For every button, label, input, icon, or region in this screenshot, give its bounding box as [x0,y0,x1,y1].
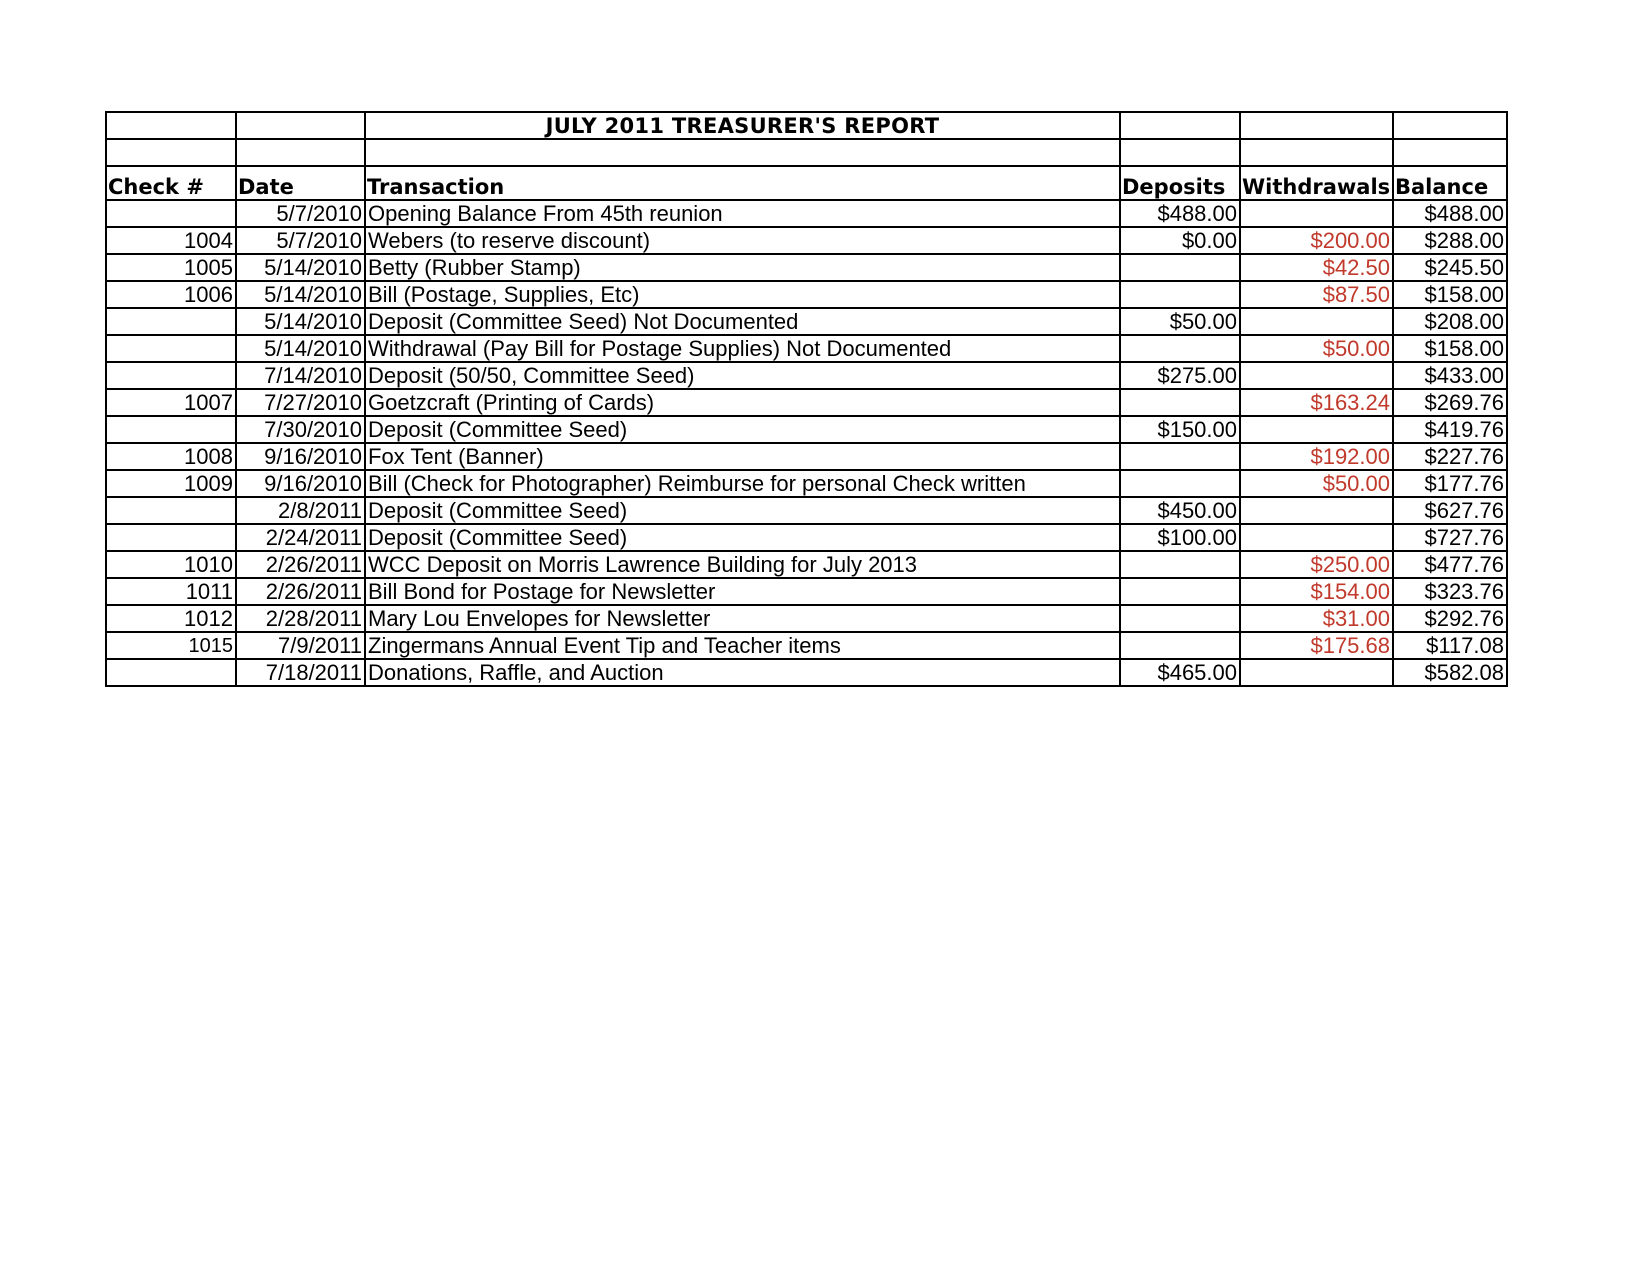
empty-cell [1120,112,1240,139]
balance-cell: $477.76 [1393,551,1507,578]
header-balance: Balance [1393,166,1507,200]
table-row [106,578,1507,605]
transaction-cell: Bill Bond for Postage for Newsletter [365,578,1120,605]
balance-cell: $488.00 [1393,200,1507,227]
empty-cell [106,139,236,166]
deposit-cell: $488.00 [1120,200,1240,227]
deposit-cell: $50.00 [1120,308,1240,335]
transaction-cell: Withdrawal (Pay Bill for Postage Supplies) Not Documented [365,335,1120,362]
table-row [106,362,1507,389]
withdrawal-cell: $50.00 [1240,335,1393,362]
check-number-cell [106,362,236,389]
check-number-cell [106,524,236,551]
withdrawal-cell: $192.00 [1240,443,1393,470]
withdrawal-cell: $31.00 [1240,605,1393,632]
transaction-cell: Deposit (50/50, Committee Seed) [365,362,1120,389]
transaction-cell: Betty (Rubber Stamp) [365,254,1120,281]
deposit-cell: $0.00 [1120,227,1240,254]
empty-cell [236,139,365,166]
balance-cell: $177.76 [1393,470,1507,497]
table-row [106,497,1507,524]
header-deposits: Deposits [1120,166,1240,200]
date-cell: 2/8/2011 [236,497,365,524]
empty-cell [236,112,365,139]
date-cell: 7/18/2011 [236,659,365,686]
header-check: Check # [106,166,236,200]
date-cell: 2/28/2011 [236,605,365,632]
check-number-cell: 1011 [106,578,236,605]
deposit-cell [1120,335,1240,362]
title-row [106,112,1507,139]
transaction-cell: WCC Deposit on Morris Lawrence Building for July 2013 [365,551,1120,578]
balance-cell: $158.00 [1393,281,1507,308]
withdrawal-cell: $250.00 [1240,551,1393,578]
balance-cell: $208.00 [1393,308,1507,335]
balance-cell: $419.76 [1393,416,1507,443]
transaction-cell: Bill (Postage, Supplies, Etc) [365,281,1120,308]
header-transaction: Transaction [365,166,1120,200]
transaction-cell: Opening Balance From 45th reunion [365,200,1120,227]
balance-cell: $627.76 [1393,497,1507,524]
balance-cell: $269.76 [1393,389,1507,416]
date-cell: 5/14/2010 [236,254,365,281]
balance-cell: $158.00 [1393,335,1507,362]
withdrawal-cell [1240,362,1393,389]
withdrawal-cell [1240,200,1393,227]
date-cell: 5/14/2010 [236,308,365,335]
date-cell: 7/27/2010 [236,389,365,416]
check-number-cell: 1008 [106,443,236,470]
check-number-cell: 1009 [106,470,236,497]
date-cell: 9/16/2010 [236,470,365,497]
date-cell: 7/30/2010 [236,416,365,443]
deposit-cell [1120,578,1240,605]
table-row [106,281,1507,308]
header-withdrawals: Withdrawals [1240,166,1393,200]
report-body [106,112,1507,686]
check-number-cell [106,659,236,686]
deposit-cell [1120,281,1240,308]
empty-cell [1240,139,1393,166]
table-row [106,470,1507,497]
deposit-cell [1120,389,1240,416]
transaction-cell: Deposit (Committee Seed) [365,497,1120,524]
check-number-cell [106,416,236,443]
deposit-cell: $100.00 [1120,524,1240,551]
table-row [106,416,1507,443]
balance-cell: $292.76 [1393,605,1507,632]
empty-cell [1120,139,1240,166]
date-cell: 5/7/2010 [236,227,365,254]
report-title: JULY 2011 TREASURER'S REPORT [365,112,1120,139]
date-cell: 9/16/2010 [236,443,365,470]
spacer-row [106,139,1507,166]
deposit-cell [1120,470,1240,497]
header-row [106,166,1507,200]
balance-cell: $288.00 [1393,227,1507,254]
transaction-cell: Zingermans Annual Event Tip and Teacher items [365,632,1120,659]
table-row [106,335,1507,362]
withdrawal-cell: $163.24 [1240,389,1393,416]
deposit-cell: $465.00 [1120,659,1240,686]
date-cell: 5/14/2010 [236,281,365,308]
check-number-cell: 1010 [106,551,236,578]
withdrawal-cell [1240,497,1393,524]
transaction-cell: Bill (Check for Photographer) Reimburse for personal Check written [365,470,1120,497]
withdrawal-cell [1240,524,1393,551]
balance-cell: $727.76 [1393,524,1507,551]
check-number-cell: 1004 [106,227,236,254]
deposit-cell [1120,443,1240,470]
transaction-cell: Deposit (Committee Seed) [365,416,1120,443]
empty-cell [1393,112,1507,139]
deposit-cell: $275.00 [1120,362,1240,389]
table-row [106,605,1507,632]
balance-cell: $227.76 [1393,443,1507,470]
balance-cell: $245.50 [1393,254,1507,281]
table-row [106,659,1507,686]
date-cell: 2/26/2011 [236,551,365,578]
check-number-cell: 1015 [106,632,236,659]
empty-cell [365,139,1120,166]
empty-cell [106,112,236,139]
withdrawal-cell [1240,659,1393,686]
check-number-cell [106,200,236,227]
date-cell: 2/24/2011 [236,524,365,551]
table-row [106,308,1507,335]
date-cell: 5/14/2010 [236,335,365,362]
date-cell: 7/9/2011 [236,632,365,659]
table-row [106,389,1507,416]
check-number-cell [106,497,236,524]
balance-cell: $117.08 [1393,632,1507,659]
check-number-cell [106,335,236,362]
withdrawal-cell [1240,308,1393,335]
date-cell: 2/26/2011 [236,578,365,605]
table-row [106,200,1507,227]
withdrawal-cell: $42.50 [1240,254,1393,281]
check-number-cell: 1006 [106,281,236,308]
deposit-cell [1120,605,1240,632]
empty-cell [1393,139,1507,166]
date-cell: 7/14/2010 [236,362,365,389]
treasurer-report-table [105,111,1508,687]
transaction-cell: Deposit (Committee Seed) [365,524,1120,551]
withdrawal-cell [1240,416,1393,443]
deposit-cell [1120,632,1240,659]
transaction-cell: Mary Lou Envelopes for Newsletter [365,605,1120,632]
table-row [106,524,1507,551]
table-row [106,443,1507,470]
table-row [106,551,1507,578]
withdrawal-cell: $87.50 [1240,281,1393,308]
deposit-cell: $450.00 [1120,497,1240,524]
table-row [106,632,1507,659]
transaction-cell: Goetzcraft (Printing of Cards) [365,389,1120,416]
deposit-cell [1120,254,1240,281]
check-number-cell [106,308,236,335]
balance-cell: $433.00 [1393,362,1507,389]
transaction-cell: Webers (to reserve discount) [365,227,1120,254]
deposit-cell: $150.00 [1120,416,1240,443]
balance-cell: $582.08 [1393,659,1507,686]
withdrawal-cell: $50.00 [1240,470,1393,497]
header-date: Date [236,166,365,200]
table-row [106,254,1507,281]
transaction-cell: Fox Tent (Banner) [365,443,1120,470]
date-cell: 5/7/2010 [236,200,365,227]
deposit-cell [1120,551,1240,578]
withdrawal-cell: $200.00 [1240,227,1393,254]
check-number-cell: 1012 [106,605,236,632]
check-number-cell: 1007 [106,389,236,416]
transaction-cell: Donations, Raffle, and Auction [365,659,1120,686]
withdrawal-cell: $154.00 [1240,578,1393,605]
withdrawal-cell: $175.68 [1240,632,1393,659]
transaction-cell: Deposit (Committee Seed) Not Documented [365,308,1120,335]
empty-cell [1240,112,1393,139]
table-row [106,227,1507,254]
balance-cell: $323.76 [1393,578,1507,605]
check-number-cell: 1005 [106,254,236,281]
